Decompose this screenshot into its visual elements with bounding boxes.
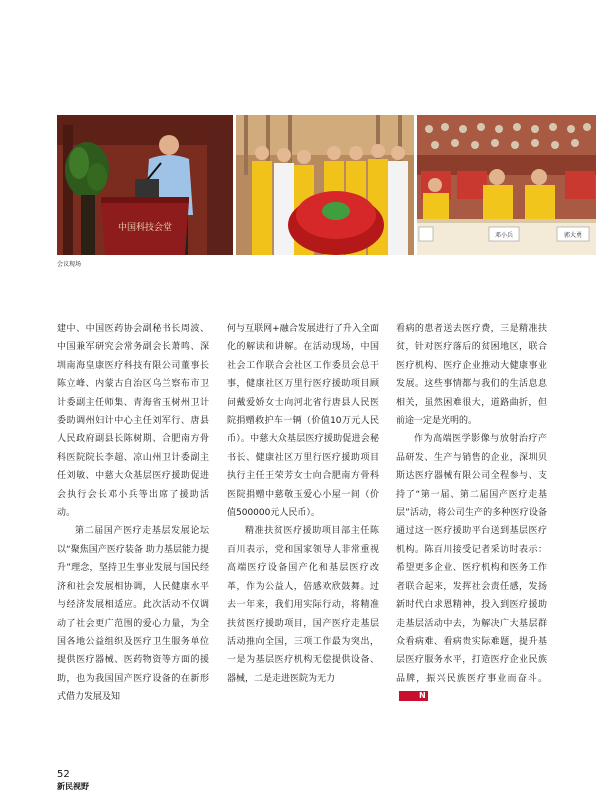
text-column-2: [227, 320, 379, 688]
photo-donation-ceremony-art: [236, 115, 414, 255]
photo-speaker-podium: [57, 115, 233, 255]
paragraph: 何与互联网+融合发展进行了升入全面化的解读和讲解。在活动现场，中国社会工作联合会社区工作委员会总干事，健康社区万里行医疗援助项目顾问戴爱娇女士向河北省行唐县人民医院捐赠救护车一辆（价值10万元人民币）。中慈大众基层医疗援助促进会秘书长、健康社区万里行医疗援助项目执行主任王荣芳女士向合肥南方骨科医院捐赠中慈敬玉爱心小屋一间（价值500000元人民币）。: [227, 324, 379, 519]
paragraph: 建中、中国医药协会副秘书长周波、中国兼军研究会常务副会长萧鸣、深圳南海皇康医疗科技有限公司董事长陈立峰、内蒙古自治区乌兰察布市卫计委副主任师集、青海省玉树州卫计委助调州妇计中心主任刘军行、唐县人民政府副县长陈树期、合肥南方骨科医院院长李超、凉山州卫计委副主任刘敏、中慈大众基层医疗援助促进会执行会长邓小兵等出席了援助活动。: [57, 324, 209, 519]
photo-donation-ceremony: [236, 115, 414, 255]
photo-speaker-podium-art: [57, 115, 233, 255]
paragraph-final: [396, 430, 547, 706]
photo-audience-art: [417, 115, 596, 255]
end-mark-logo: N: [399, 691, 428, 701]
text-column-1: [57, 320, 209, 707]
nameplate-1: 邓小兵: [494, 232, 514, 239]
photo-caption: 会议现场: [57, 261, 82, 268]
paragraph-final-text: 作为高端医学影像与放射治疗产品研发、生产与销售的企业，深圳贝斯达医疗器械有限公司全程参与、支持了“第一届、第二届国产医疗走基层”活动，将公司生产的多种医疗设备通过这一医疗援助平台送到基层医疗机构。陈百川接受记者采访时表示：希望更多企业、医疗机构和医务工作者联合起来，发挥社会责任感，发扬新时代白求恩精神，投入到医疗援助走基层活动中去，为解决广大基层群众看病难、看病贵实际难题，提升基层医疗服务水平，打造医疗企业民族品牌，振兴民族医疗事业而奋斗。: [396, 434, 547, 684]
photo-strip: [57, 115, 596, 255]
text-column-3: [396, 320, 547, 707]
page-number: 52: [57, 769, 70, 780]
podium-text: 中国科技会堂: [117, 223, 173, 233]
nameplate-2: 郭大勇: [563, 232, 583, 239]
paragraph: 第二届国产医疗走基层发展论坛以“聚焦国产医疗装备 助力基层能力提升”理念，坚持卫生事业发展与国民经济和社会发展相协调，人民健康水平与经济发展相适应。此次活动不仅调动了社会更广范围的爱心力量，为全国各地公益组织及医疗卫生服务单位提供医疗器械、医药物资等方面的援助，也为我国国产医疗设备的在新形式借力发展及知: [57, 526, 209, 703]
paragraph: 看病的患者送去医疗费，三是精准扶贫，针对医疗落后的贫困地区，联合医疗机构、医疗企业推动大健康事业发展。这些事情都与我们的生活息息相关，虽然困难很大，道路曲折，但前途一定是光明的。: [396, 324, 547, 427]
photo-audience: [417, 115, 596, 255]
paragraph: 精准扶贫医疗援助项目部主任陈百川表示，党和国家领导人非常重视高端医疗设备国产化和基层医疗改革，作为公益人，倍感欢欣鼓舞。过去一年来，我们用实际行动，将精准扶贫医疗援助项目，国产医疗走基层活动推向全国，三项工作最为突出，一是为基层医疗机构无偿提供设备、器械，二是走进医院为无力: [227, 526, 379, 684]
magazine-name: 新民视野: [57, 782, 89, 791]
